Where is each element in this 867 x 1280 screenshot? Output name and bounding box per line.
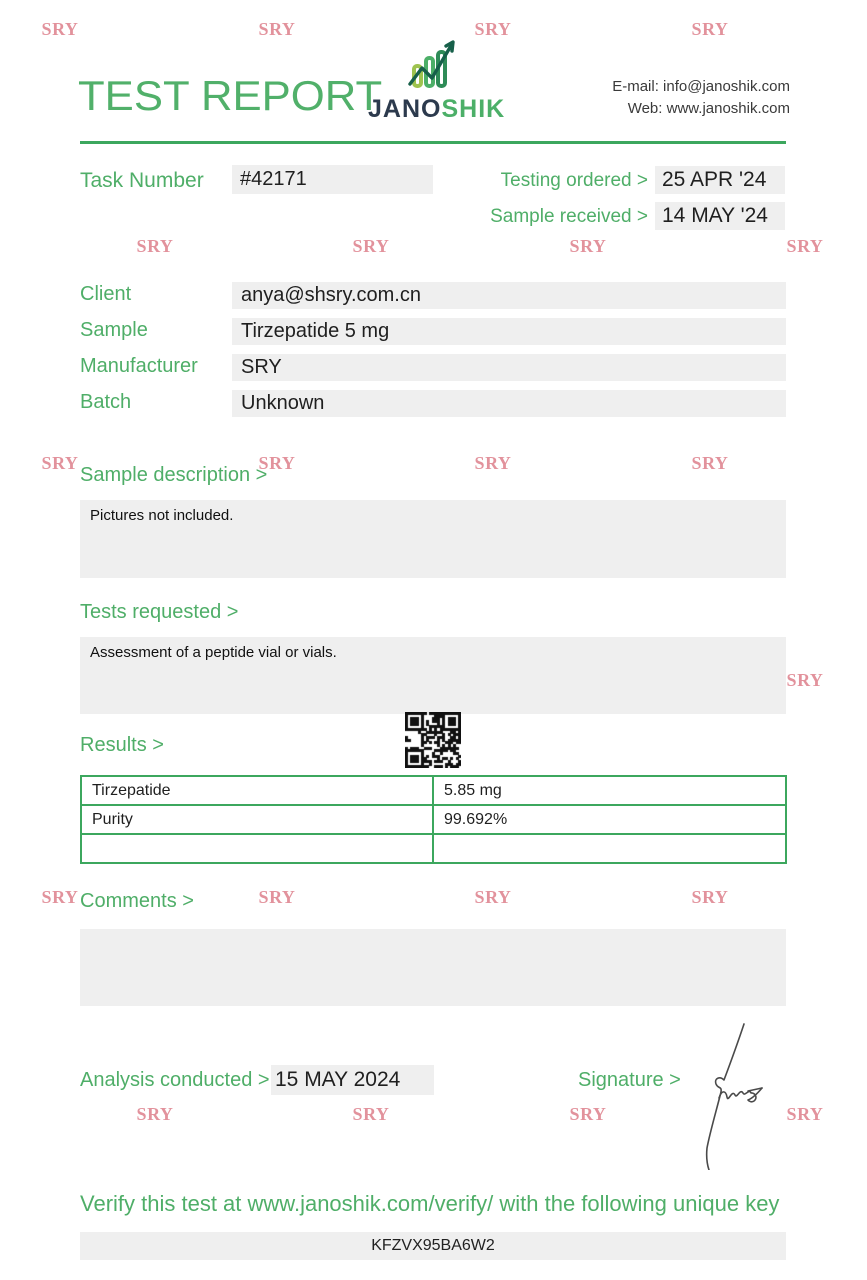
sample-description-box: Pictures not included. (80, 500, 786, 578)
logo-chart-icon (402, 77, 466, 94)
comments-box (80, 929, 786, 1006)
result-value (433, 834, 786, 863)
logo-wordmark (368, 95, 506, 124)
email-line: E-mail: info@janoshik.com (612, 78, 790, 95)
watermark-text: SRY (569, 236, 607, 256)
client-value: anya@shsry.com.cn (232, 282, 786, 309)
watermark-text: SRY (786, 236, 824, 256)
watermark-text: SRY (474, 887, 512, 907)
task-number-label: Task Number (80, 169, 204, 192)
sample-received-label: Sample received > (490, 206, 648, 227)
batch-label: Batch (80, 391, 132, 413)
watermark-text: SRY (691, 453, 729, 473)
signature-label: Signature > (578, 1069, 681, 1091)
watermark-text: SRY (474, 453, 512, 473)
sample-value: Tirzepatide 5 mg (232, 318, 786, 345)
watermark-text: SRY (41, 453, 79, 473)
header-divider (80, 141, 786, 144)
watermark-text: SRY (569, 1104, 607, 1124)
verify-key: KFZVX95BA6W2 (80, 1232, 786, 1260)
testing-ordered-value: 25 APR '24 (655, 166, 785, 194)
watermark-text: SRY (352, 1104, 390, 1124)
sample-description-label: Sample description > (80, 464, 268, 486)
results-table (80, 775, 787, 864)
web-line: Web: www.janoshik.com (627, 100, 790, 117)
watermark-text: SRY (41, 19, 79, 39)
results-row (81, 776, 786, 805)
watermark-text: SRY (258, 887, 296, 907)
results-label: Results > (80, 734, 164, 756)
analysis-conducted-label: Analysis conducted > (80, 1069, 270, 1091)
result-name: Purity (81, 805, 433, 834)
logo-word-shik: SHIK (441, 95, 506, 123)
result-name (81, 834, 433, 863)
task-number-value: #42171 (232, 165, 433, 194)
watermark-text: SRY (786, 670, 824, 690)
watermark-text: SRY (352, 236, 390, 256)
client-label: Client (80, 283, 132, 305)
testing-ordered-label: Testing ordered > (500, 170, 648, 191)
result-value: 99.692% (433, 805, 786, 834)
logo-word-jano: JANO (368, 95, 442, 123)
watermark-text: SRY (258, 19, 296, 39)
batch-value: Unknown (232, 390, 786, 417)
manufacturer-label: Manufacturer (80, 355, 198, 377)
watermark-text: SRY (691, 887, 729, 907)
comments-label: Comments > (80, 890, 194, 912)
manufacturer-value: SRY (232, 354, 786, 381)
watermark-text: SRY (41, 887, 79, 907)
analysis-date-value: 15 MAY 2024 (271, 1065, 434, 1095)
watermark-text: SRY (474, 19, 512, 39)
sample-received-value: 14 MAY '24 (655, 202, 785, 230)
verify-instructions: Verify this test at www.janoshik.com/verify/ with the following unique key (80, 1191, 780, 1216)
watermark-text: SRY (786, 1104, 824, 1124)
result-name: Tirzepatide (81, 776, 433, 805)
qr-code (405, 712, 461, 768)
watermark-text: SRY (136, 236, 174, 256)
results-row (81, 834, 786, 863)
sample-label: Sample (80, 319, 148, 341)
signature-image (686, 1020, 770, 1175)
result-value: 5.85 mg (433, 776, 786, 805)
results-row (81, 805, 786, 834)
watermark-text: SRY (258, 453, 296, 473)
tests-requested-box: Assessment of a peptide vial or vials. (80, 637, 786, 714)
page-title: TEST REPORT (78, 72, 383, 119)
watermark-text: SRY (691, 19, 729, 39)
watermark-text: SRY (136, 1104, 174, 1124)
janoshik-logo (368, 40, 506, 124)
tests-requested-label: Tests requested > (80, 601, 239, 623)
contact-block (612, 76, 790, 120)
